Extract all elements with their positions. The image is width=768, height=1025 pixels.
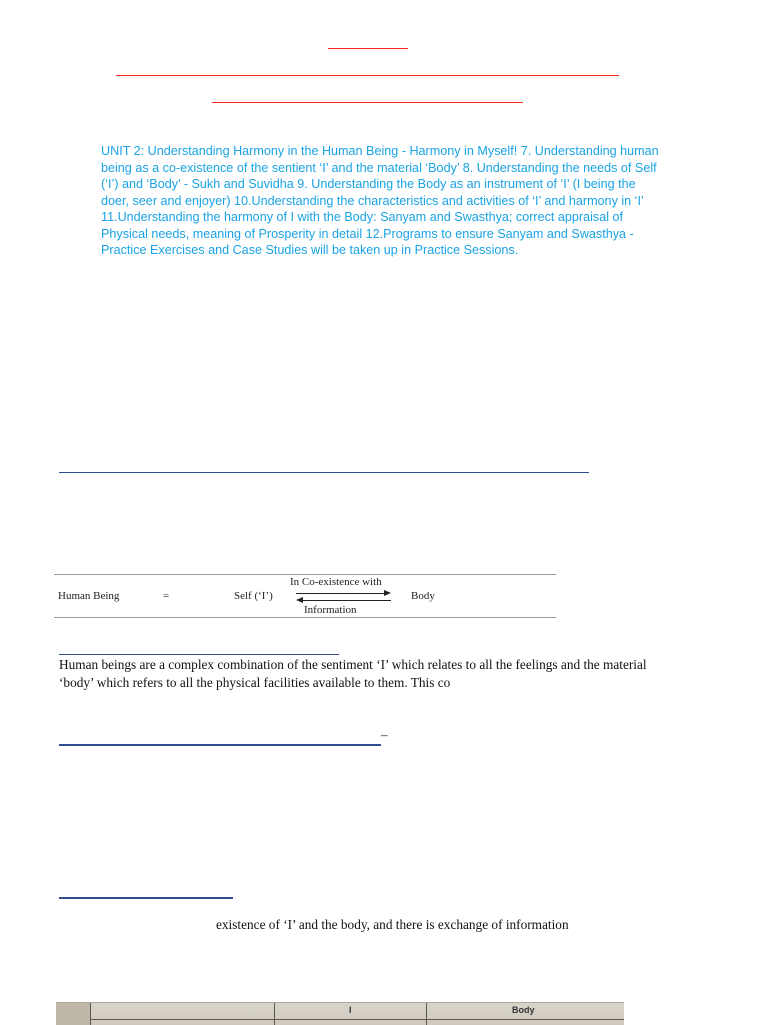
table-image-fragment bbox=[56, 1002, 624, 1025]
equation-right-term: Body bbox=[411, 590, 435, 602]
table-divider-2 bbox=[274, 1003, 275, 1025]
existence-line: existence of ‘I’ and the body, and there is exchange of information bbox=[216, 917, 569, 932]
section-rule-4 bbox=[59, 897, 233, 899]
equation-equals: = bbox=[163, 590, 170, 602]
left-arrow-head-icon bbox=[296, 597, 303, 603]
title-rule-3 bbox=[212, 102, 523, 103]
table-divider-3 bbox=[426, 1003, 427, 1025]
table-divider-1 bbox=[90, 1003, 91, 1025]
right-arrow-head-icon bbox=[384, 590, 391, 596]
table-header-line bbox=[90, 1019, 624, 1020]
dash-mark: – bbox=[381, 727, 388, 742]
unit-syllabus-text: UNIT 2: Understanding Harmony in the Human Being - Harmony in Myself! 7. Understanding human being as a co-existence of the sentient ‘I’ and the material ‘Body’ 8. Understanding the needs of Self (‘I’) and ‘Body’ - Sukh and Suvidha 9. Understanding the Body as an instrument of ‘I’ (I being the doer, seer and enjoyer) 10.Understanding the characteristics and activities of ‘I’ and harmony in ‘I’ 11.Understanding the harmony of I with the Body: Sanyam and Swasthya; correct appraisal of Physical needs, meaning of Prosperity in detail 12.Programs to ensure Sanyam and Swasthya - Practice Exercises and Case Studies will be taken up in Practice Sessions. bbox=[101, 144, 659, 257]
right-arrow-line bbox=[296, 593, 384, 594]
equation-left-term: Human Being bbox=[58, 590, 120, 602]
table-header-body: Body bbox=[512, 1005, 535, 1015]
section-rule-3 bbox=[59, 744, 381, 746]
title-rule-2 bbox=[116, 75, 619, 76]
information-label: Information bbox=[304, 604, 357, 616]
section-rule-1 bbox=[59, 472, 589, 473]
section-rule-2 bbox=[59, 654, 339, 655]
coexistence-label: In Co-existence with bbox=[290, 576, 382, 588]
left-arrow-line bbox=[303, 600, 391, 601]
human-being-equation bbox=[54, 574, 556, 618]
table-header-i: I bbox=[349, 1005, 352, 1015]
body-paragraph: Human beings are a complex combination of the sentiment ‘I’ which relates to all the feelings and the material ‘body’ which refers to all the physical facilities available to them. This co bbox=[59, 657, 647, 690]
table-corner bbox=[56, 1003, 90, 1025]
title-rule-1 bbox=[328, 48, 408, 49]
equation-self-term: Self (‘I’) bbox=[234, 590, 273, 602]
